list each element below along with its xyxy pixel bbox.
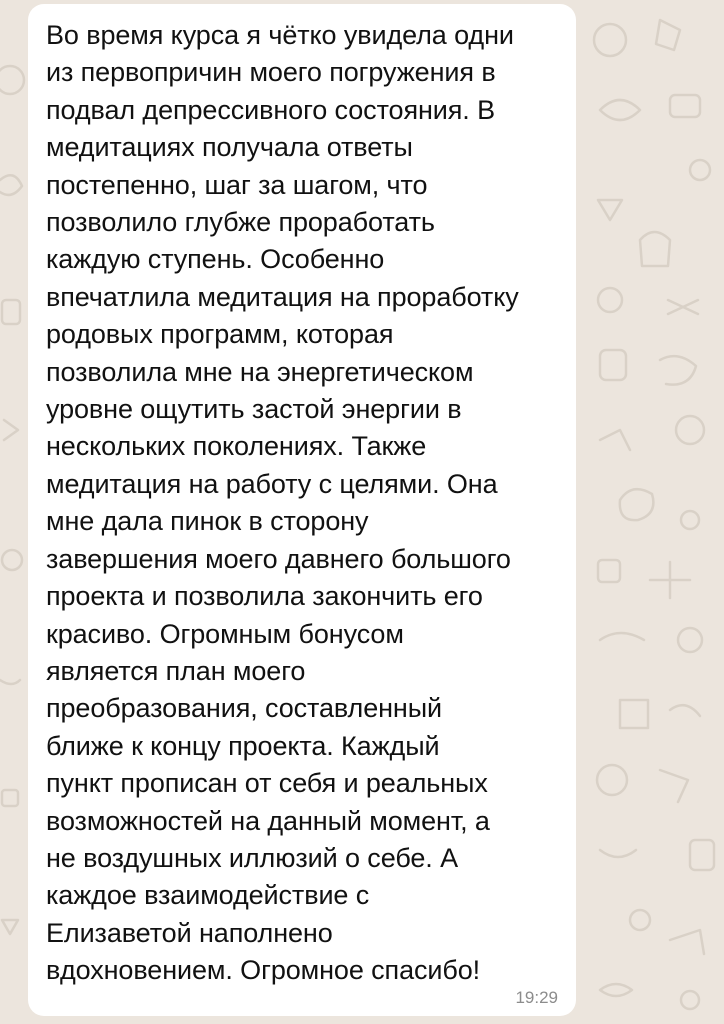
message-line: проекта и позволила закончить его <box>46 581 483 612</box>
doodle-icons-left <box>0 66 24 934</box>
doodle-icons-right <box>594 20 714 1009</box>
message-line: нескольких поколениях. Также <box>46 431 427 462</box>
message-line: является план моего <box>46 655 306 686</box>
message-bubble[interactable] <box>28 4 576 1016</box>
message-line: каждое взаимодействие с <box>46 880 370 911</box>
message-line: впечатлила медитация на проработку <box>46 281 519 312</box>
message-line: завершения моего давнего большого <box>46 543 511 574</box>
message-line: постепенно, шаг за шагом, что <box>46 169 428 200</box>
message-line: позволила мне на энергетическом <box>46 356 474 387</box>
message-line: медитациях получала ответы <box>46 132 413 163</box>
message-timestamp: 19:29 <box>515 988 558 1007</box>
message-line: Во время курса я чётко увидела одни <box>46 20 514 50</box>
message-line: позволило глубже проработать <box>46 207 435 238</box>
message-line: каждую ступень. Особенно <box>46 244 385 275</box>
message-line: возможностей на данный момент, а <box>46 805 490 836</box>
message-line: уровне ощутить застой энергии в <box>46 394 462 425</box>
message-line: вдохновением. Огромное спасибо! <box>46 955 481 986</box>
message-line: ближе к концу проекта. Каждый <box>46 730 440 761</box>
message-line: из первопричин моего погружения в <box>46 57 496 88</box>
message-line: подвал депрессивного состояния. В <box>46 94 496 125</box>
message-line: Елизаветой наполнено <box>46 917 333 948</box>
message-line: красиво. Огромным бонусом <box>46 618 404 649</box>
message-line: пункт прописан от себя и реальных <box>46 768 488 799</box>
message-line: не воздушных иллюзий о себе. А <box>46 842 459 873</box>
message-line: мне дала пинок в сторону <box>46 506 369 537</box>
message-line: преобразования, составленный <box>46 693 443 724</box>
message-line: родовых программ, которая <box>46 319 394 350</box>
message-text <box>46 17 564 990</box>
message-line: медитация на работу с целями. Она <box>46 468 498 499</box>
